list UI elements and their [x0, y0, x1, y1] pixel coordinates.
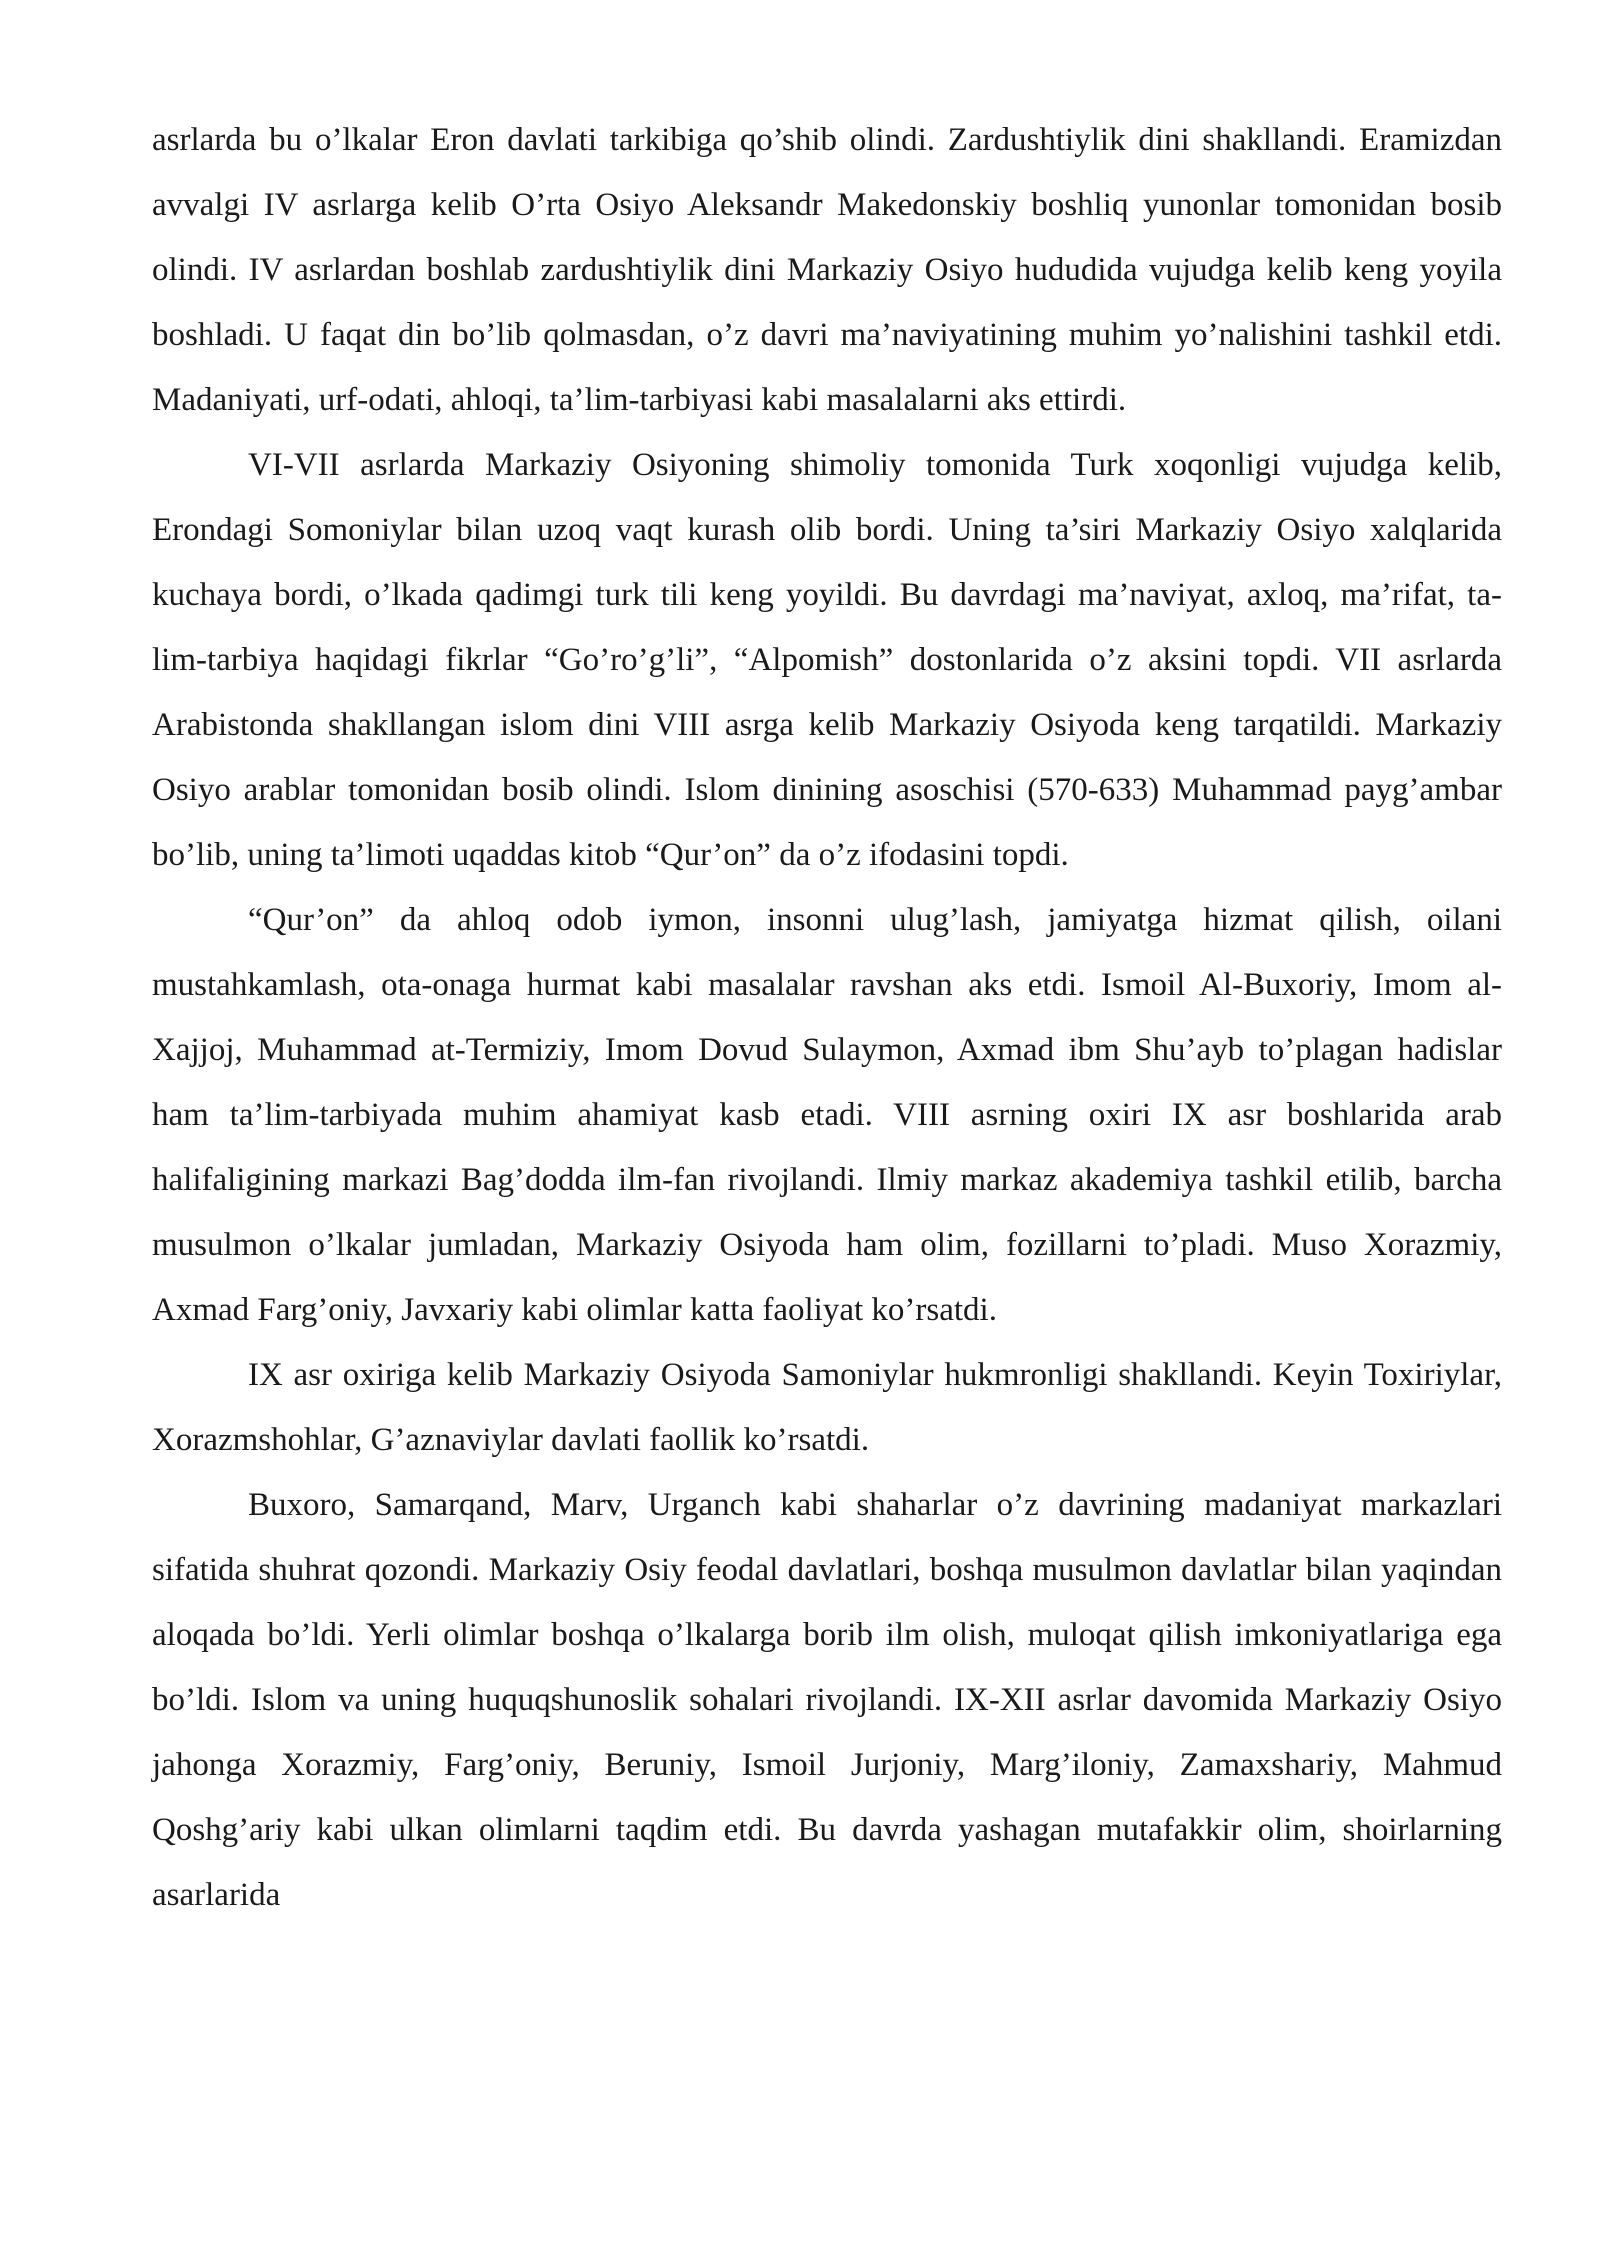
paragraph-3: “Qur’on” da ahloq odob iymon, insonni ulug’lash, jamiyatga hizmat qilish, oilani mustahkamlash, ota-onaga hurmat kabi masalalar ravshan aks etdi. Ismoil Al-Buxoriy, Imom al-Xajjoj, Muhammad at-Termiziy, Imom Dovud Sulaymon, Axmad ibm Shu’ayb to’plagan hadislar ham ta’lim-tarbiyada muhim ahamiyat kasb etadi. VIII asrning oxiri IX asr boshlarida arab halifaligining markazi Bag’dodda ilm-fan rivojlandi. Ilmiy markaz akademiya tashkil etilib, barcha musulmon o’lkalar jumladan, Markaziy Osiyoda ham olim, fozillarni to’pladi. Muso Xorazmiy, Axmad Farg’oniy, Javxariy kabi olimlar katta faoliyat ko’rsatdi. [152, 902, 1502, 1328]
paragraph-5: Buxoro, Samarqand, Marv, Urganch kabi shaharlar o’z davrining madaniyat markazlari sifatida shuhrat qozondi. Markaziy Osiy feodal davlatlari, boshqa musulmon davlatlar bilan yaqindan aloqada bo’ldi. Yerli olimlar boshqa o’lkalarga borib ilm olish, muloqat qilish imkoniyatlariga ega bo’ldi. Islom va uning huquqshunoslik sohalari rivojlandi. IX-XII asrlar davomida Markaziy Osiyo jahonga Xorazmiy, Farg’oniy, Beruniy, Ismoil Jurjoniy, Marg’iloniy, Zamaxshariy, Mahmud Qoshg’ariy kabi ulkan olimlarni taqdim etdi. Bu davrda yashagan mutafakkir olim, shoirlarning asarlarida [152, 1487, 1502, 1913]
paragraph-1: asrlarda bu o’lkalar Eron davlati tarkibiga qo’shib olindi. Zardushtiylik dini shakllandi. Eramizdan avvalgi IV asrlarga kelib O’rta Osiyo Aleksandr Makedonskiy boshliq yunonlar tomonidan bosib olindi. IV asrlardan boshlab zardushtiylik dini Markaziy Osiyo hududida vujudga kelib keng yoyila boshladi. U faqat din bo’lib qolmasdan, o’z davri ma’naviyatining muhim yo’nalishini tashkil etdi. Madaniyati, urf-odati, ahloqi, ta’lim-tarbiyasi kabi masalalarni aks ettirdi. [152, 122, 1502, 418]
document-page [152, 108, 1502, 1928]
paragraph-4: IX asr oxiriga kelib Markaziy Osiyoda Samoniylar hukmronligi shakllandi. Keyin Toxiriylar, Xorazmshohlar, G’aznaviylar davlati faollik ko’rsatdi. [152, 1357, 1502, 1458]
paragraph-2: VI-VII asrlarda Markaziy Osiyoning shimoliy tomonida Turk xoqonligi vujudga kelib, Erondagi Somoniylar bilan uzoq vaqt kurash olib bordi. Uning ta’siri Markaziy Osiyo xalqlarida kuchaya bordi, o’lkada qadimgi turk tili keng yoyildi. Bu davrdagi ma’naviyat, axloq, ma’rifat, ta-lim-tarbiya haqidagi fikrlar “Go’ro’g’li”, “Alpomish” dostonlarida o’z aksini topdi. VII asrlarda Arabistonda shakllangan islom dini VIII asrga kelib Markaziy Osiyoda keng tarqatildi. Markaziy Osiyo arablar tomonidan bosib olindi. Islom dinining asoschisi (570-633) Muhammad payg’ambar bo’lib, uning ta’limoti uqaddas kitob “Qur’on” da o’z ifodasini topdi. [152, 447, 1502, 873]
